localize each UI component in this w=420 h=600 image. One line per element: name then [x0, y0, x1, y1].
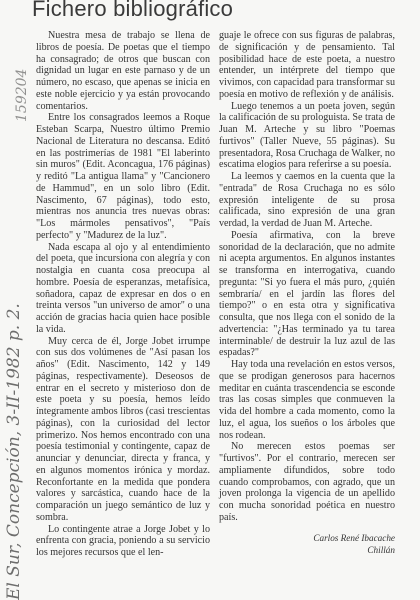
paragraph: Nada escapa al ojo y al entendimiento del poeta, que incursiona con alegría y con nostalgia en cuanta cosa preocupa al hombre. Poesía de esperanzas, metafísica, soñadora, capaz de expresar en dos o en treinta versos "un universo de amor" o una acción de gracias hacia quien hace posible la vida. — [36, 241, 210, 335]
paragraph: La leemos y caemos en la cuenta que la "entrada" de Rosa Cruchaga no es sólo expresión inteligente de su prosa calificada, sino expresión de una gran verdad, la verdad de Juan M. Arteche. — [219, 171, 395, 229]
right-column — [219, 30, 395, 524]
left-column — [36, 30, 210, 559]
paragraph: Lo contingente atrae a Jorge Jobet y lo enfrenta con gracia, poniendo a su servicio los mejores recursos que el len- — [36, 523, 210, 558]
paragraph: Muy cerca de él, Jorge Jobet irrumpe con sus dos volúmenes de "Así pasan los años" (Edit. Nascimento, 142 y 149 páginas, respectivamente). Deseosos de entrar en el secreto y misterioso don de este poeta y su poesía, hemos leído íntegramente ambos libros (casi trescientas páginas), con la curiosidad del lector primerizo. Nos hemos encontrado con una poesía testimonial y contingente, capaz de anunciar y denunciar, directa y franca, y en algunos momentos irónica y mordaz. Reconfortante en la medida que pondera valores y sarcástica, cuando hace de la comparación un juego semántico de luz y sombra. — [36, 335, 210, 523]
paragraph: Entre los consagrados leemos a Roque Esteban Scarpa, Nuestro último Premio Nacional de Literatura no descansa. Editó en las postrimerías de 1981 "El laberinto sin muros" (Edit. Aconcagua, 176 páginas) y reditó "La antigua llama" y "Cancionero de Hammud", en un solo libro (Edit. Nascimento, 67 páginas), todo esto, mientras nos anuncia tres nuevas obras: "Los mármoles pensativos", "País perfecto" y "Madurez de la luz". — [36, 112, 210, 241]
author-name: Carlos René Ibacache — [313, 533, 395, 543]
article-headline: Fichero bibliográfico — [32, 0, 234, 21]
paragraph: Nuestra mesa de trabajo se llena de libros de poesía. De poetas que el tiempo ha consagrado; de otros que buscan con dignidad un lugar en este parnaso y de un número, no escaso, que apenas se inicia en este noble ejercicio y ya están provocando comentarios. — [36, 30, 210, 112]
handwritten-source-note: El Sur, Concepción, 3-II-1982 p. 2. — [4, 303, 24, 600]
paragraph: Hay toda una revelación en estos versos, que se prodigan generosos para hacernos meditar en cuánta trascendencia se esconde tras las cosas simples que conmueven la vida del hombre a cada momento, como la luz, el agua, los sueños o los árboles que nos rodean. — [219, 359, 395, 441]
paragraph: Poesía afirmativa, con la breve sonoridad de la declaración, que no admite ni acepta argumentos. En algunos instantes se transforma en interrogativa, cuando pregunta: "Si yo fuera el más puro, ¿quién sembraría/ en el jardín las flores del tiempo?" o en esta otra y significativa consulta, que nos llega con el sonido de la advertencia: "¿Has terminado ya tu tarea interminable/ de destruir la luz azul de las espadas?" — [219, 229, 395, 359]
author-city: Chillán — [367, 545, 395, 555]
paragraph: guaje le ofrece con sus figuras de palabras, de significación y de pensamiento. Tal posibilidad hace de este poeta, a nuestro entender, un intérprete del tiempo que vivimos, con capacidad para transformar su poesía en motivo de reflexión y de análisis. — [219, 30, 396, 100]
paragraph: No merecen estos poemas ser "furtivos". Por el contrario, merecen ser ampliamente difundidos, sobre todo cuando comprobamos, con agrado, que un joven prolonga la vigencia de un apellido con mucha sonoridad poética en nuestro país. — [219, 441, 395, 523]
paragraph: Luego tenemos a un poeta joven, según la calificación de su prologuista. Se trata de Juan M. Arteche y su libro "Poemas furtivos" (Taller Nueve, 55 páginas). Su presentadora, Rosa Cruchaga de Walker, no escatima elogios para referirse a su poesía. — [219, 100, 396, 171]
archive-number: 159204 — [14, 68, 30, 122]
